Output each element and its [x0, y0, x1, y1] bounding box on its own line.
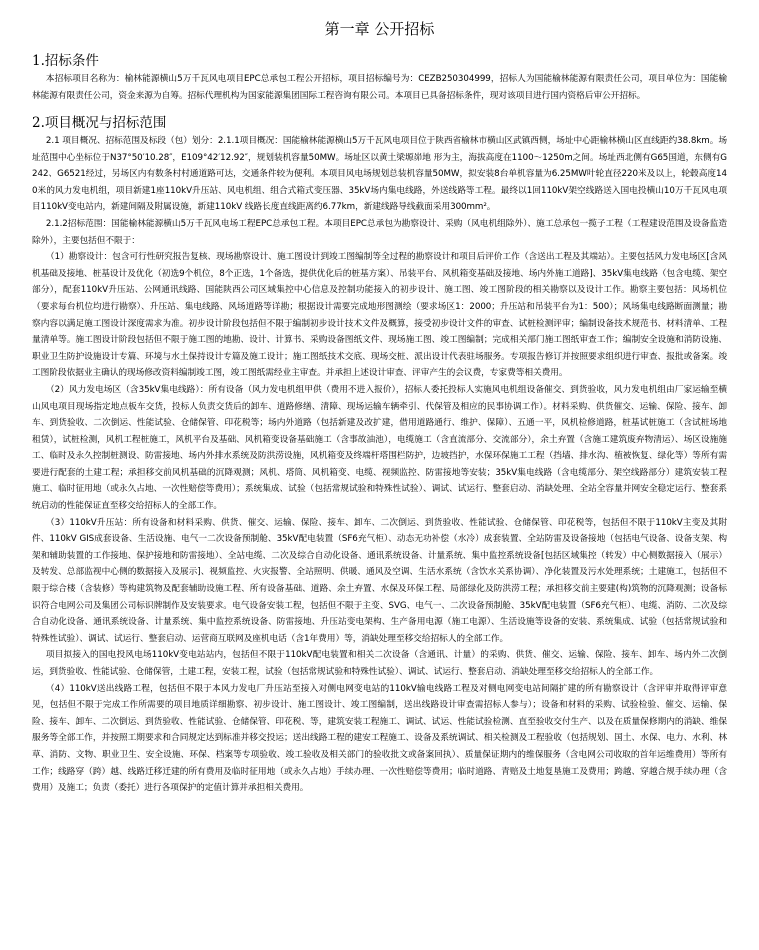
- paragraph: （2）风力发电场区（含35kV集电线路）：所有设备（风力发电机组甲供（费用不进入报价），招标人委托投标人实施风电机组设备催交、到货验收，风力发电机组由厂家运输至横山风电项目现场指定地点板车交货，投标人负责交货后的卸车、道路修缮、清障、现场运输车辆牵引、代保管及相应的民事协调工作）。材料采购、供货催交、运输、保险、接车、卸车、到货验收、二次倒运、性能试验、仓储保管、印花税等；场内外道路（包括新建及改扩建，借用道路通行、维护、保障）、五通一平，风机检修道路，桩基试桩施工（含试桩场地租赁），试桩检测，风机工程桩施工，风机平台及基础、风机箱变设备基础施工（含事故油池），电缆施工（含直流部分、交流部分），余土弃置（含施工建筑废弃物清运）、场区设施施工、临时及永久控制桩测设、防雷接地、场内外排水系统及防洪涝设施，风机箱变及终端杆塔围栏防护，边坡挡护，水保环保施工工程（挡墙、排水沟、植被恢复、绿化等）等所有需要进行配套的土建工程；承担移交前风机基础的沉降观测；风机、塔筒、风机箱变、电缆、视频监控、防雷接地等安装；35kV集电线路（含电缆部分、架空线路部分）建筑安装工程施工、临时征用地（或永久占地、一次性赔偿等费用）；系统集成、试验（包括常规试验和特殊性试验）、调试、试运行、整套启动、消缺处理、全站全容量并网安全稳定运行、整套系统启动的性能保证直至移交给招标人的全部工作。: [32, 384, 727, 512]
- section-project-overview: [32, 111, 727, 797]
- paragraph: 项目拟接入的国电投风电场110kV变电站站内，包括但不限于110kV配电装置和相关二次设备（含通讯、计量）的采购、供货、催交、运输、保险、接车、卸车、场内外二次倒运，到货验收、性能试验、仓储保管，土建工程，安装工程，试验（包括常规试验和特殊性试验）、调试、试运行、整套启动、消缺处理至移交给招标人的全部工作。: [32, 650, 727, 677]
- chapter-title: 第一章 公开招标: [324, 20, 435, 38]
- paragraph: （1）勘察设计：包含可行性研究报告复核、现场勘察设计、施工图设计到竣工图编制等全过程的勘察设计和项目后评价工作（含送出工程及其端站）。主要包括风力发电场区[含风机基础及接地、桩基设计及优化（初选9个机位，8个正选，1个备选，提供优化后的桩基方案）、吊装平台、风机箱变基础及接地、场内外施工道路]、35kV集电线路（包含电缆、架空部分），配套110kV升压站、公网通讯线路、国能陕西公司区域集控中心信息及控制功能接入的初步设计、施工图、竣工图阶段的相关勘察以及设计工作。勘察主要包括：风场机位（要求每台机位均进行勘察）、升压站、集电线路、风场道路等详勘；根据设计需要完成地形图测绘（要求场区1：2000；升压站和吊装平台为1：500）；风场集电线路断面测量；勘察内容以满足施工图设计深度需求为准。初步设计阶段包括但不限于编制初步设计技术文件及概算，接受初步设计文件的审查、试桩检测评审；编制设备技术规范书、材料清单、工程量清单等。施工图设计阶段包括但不限于施工图的地勘、设计、计算书、采购设备图纸文件、现场施工图、竣工图编制；完成相关部门施工图纸审查工作；编制安全设施和消防设施、职业卫生防护设施设计专篇、环境与水土保持设计专篇及施工设计；施工图纸技术交底、现场交桩、派出设计代表驻场服务。专项报告修订并按照要求组织进行审查、报批或备案。竣工图阶段依据业主确认的现场修改资料编制竣工图，竣工图纸需经业主审查。并承担上述设计审查、评审产生的会议费，专家费等相关费用。: [32, 252, 727, 379]
- paragraph: 本招标项目名称为：榆林能源横山5万千瓦风电项目EPC总承包工程公开招标，项目招标编号为：CEZB250304999，招标人为国能榆林能源有限责任公司，项目单位为：国能榆林能源有限责任公司，资金来源为自筹。招标代理机构为国家能源集团国际工程咨询有限公司。本项目已具备招标条件，现对该项目进行国内资格后审公开招标。: [32, 74, 727, 101]
- paragraph: （3）110kV升压站：所有设备和材料采购、供货、催交、运输、保险、接车、卸车、二次倒运、到货验收、性能试验、仓储保管、印花税等，包括但不限于110kV主变及其附件、110kV GIS成套设备、生活设施、电气一二次设备预制舱、35kV配电装置（SF6充气柜）、动态无功补偿（水冷）成套装置、全站防雷及设备接地（包括电气设备、设备支架、构架和辅助装置的工作接地、保护接地和防雷接地）、全站电缆、二次及综合自动化设备、通讯系统设备、计量系统、集中监控系统设备[包括区域集控（转发）中心侧数据接入（展示）及转发、总部监视中心侧的数据接入及展示]、视频监控、火灾报警、全站照明、供暖、通风及空调、生活水系统（含饮水关系协调）、净化装置及污水处理系统；土建施工，包括但不限于综合楼（含装修）等构建筑物及配套辅助设施工程、所有设备基础、道路、余土弃置、水保及环保工程、局部绿化及防洪涝工程；承担移交前主要建(构)筑物的沉降观测；设备标识符合电网公司及集团公司标识牌制作及安装要求。电气设备安装工程，包括但不限于主变、SVG、电气一、二次设备预制舱、35kV配电装置（SF6充气柜）、电缆、消防、二次及综合自动化设备、通讯系统设备、计量系统、集中监控系统设备、防雷接地、升压站变电架构、生产备用电源（施工电源）、生活设施等设备的安装、系统集成、试验（包括常规试验和特殊性试验）、调试、试运行、整套启动、运营商互联网及座机电话（含1年费用）等，消缺处理至移交给招标人的全部工作。: [32, 517, 727, 644]
- paragraph: 2.1.2招标范围：国能榆林能源横山5万千瓦风电场工程EPC总承包工程。本项目EPC总承包为勘察设计、采购（风电机组除外）、施工总承包一揽子工程（工程建设范围及设备监造除外），主要包括但不限于：: [32, 218, 727, 246]
- section-bidding-conditions: [32, 49, 727, 105]
- paragraph: 2.1 项目概况、招标范围及标段（包）划分：2.1.1项目概况：国能榆林能源横山5万千瓦风电项目位于陕西省榆林市横山区武镇西侧，场址中心距榆林横山区直线距约38.8km。场址范围中心坐标位于N37°50′10.28″，E109°42′12.92″，规划装机容量50MW。场址区以黄土梁塬峁地 形为主，海拔高度在1100～1250m之间。场址西北侧有G65国道，东侧有G242、G6521经过，另场区内有数条村村通道路可达，交通条件较为便利。本项目风电场规划总装机容量50MW，拟安装8台单机容量为6.25MW叶轮直径220米及以上，轮毂高度140米的风力发电机组，项目新建1座110kV升压站、风电机组、组合式箱式变压器、35kV场内集电线路，外送线路等工程。最终以1回110kV架空线路送入国电投横山10万千瓦风电项目110kV变电站内，新建间隔及附属设施，新建110kV 线路长度直线距离约6.77km，新建线路导线截面采用300mm²。: [32, 136, 727, 213]
- section-heading: 2.项目概况与招标范围: [32, 115, 167, 131]
- paragraph: （4）110kV送出线路工程，包括但不限于本风力发电厂升压站至接入对侧电网变电站的110kV输电线路工程及对侧电网变电站间隔扩建的所有勘察设计（含评审并取得评审意见，包括但不限于完成工作所需要的项目地质详细勘察、初步设计、施工图设计、竣工图编制，送出线路设计审查需招标人参与）；设备和材料的采购、试验检验、催交、运输、保险、接车、卸车、二次倒运、到货验收、性能试验、仓储保管、印花税、等，建筑安装工程施工、调试、试运、性能试验检测、直至验收交付生产、以及在质量保修期内的消缺、维保服务等全部工作，并按照工期要求和合同规定达到标准并移交投运；送出线路工程的建安工程施工、设备及系统调试、相关检测及工程验收（包括规划、国土、水保、电力、水利、林草、消防、文物、职业卫生、安全设施、环保、档案等专项验收、竣工验收及相关部门的验收批文或备案回执）、质量保证期内的维保服务（含电网公司收取的首年运维费用）等所有工作；线路穿（跨）越、线路迁移迁建的所有费用及临时征用地（或永久占地）手续办理、一次性赔偿等费用；临时道路、青赔及土地复垦施工及费用；跨越、穿越合规手续办理（含费用）及施工；负责（委托）进行各项保护的定值计算并承担相关费用。: [32, 683, 727, 794]
- section-heading: 1.招标条件: [32, 53, 99, 69]
